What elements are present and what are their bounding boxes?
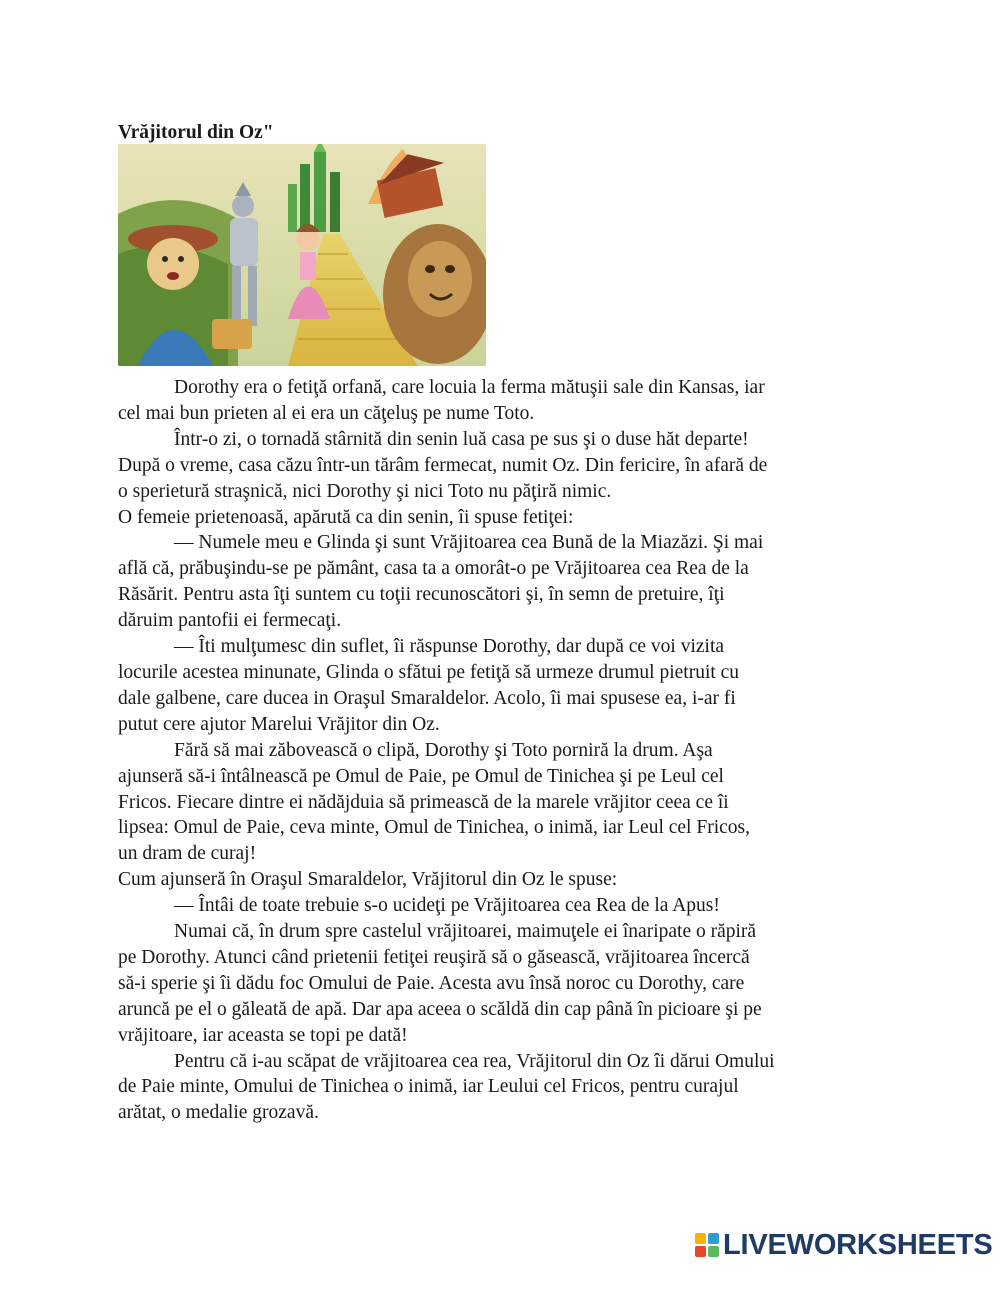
- story-line: Dorothy era o fetiţă orfană, care locuia la ferma mătuşii sale din Kansas, iar: [174, 377, 765, 398]
- story-line: putut cere ajutor Marelui Vrăjitor din Oz.: [118, 713, 440, 735]
- logo-square: [708, 1233, 719, 1244]
- story-line: O femeie prietenoasă, apărută ca din senin, îi spuse fetiţei:: [118, 506, 574, 528]
- story-text: [118, 375, 898, 1126]
- story-line: Răsărit. Pentru asta îţi suntem cu toţii recunoscători şi, în semn de pretuire, îţi: [118, 584, 725, 606]
- story-line: aruncă pe el o găleată de apă. Dar apa aceea o scăldă din cap până în picioare şi pe: [118, 998, 762, 1020]
- story-line: ajunseră să-i întâlnească pe Omul de Paie, pe Omul de Tinichea şi pe Leul cel: [118, 765, 724, 787]
- story-line: lipsea: Omul de Paie, ceva minte, Omul de Tinichea, o inimă, iar Leul cel Fricos,: [118, 817, 750, 839]
- story-line: Fără să mai zăbovească o clipă, Dorothy şi Toto porniră la drum. Aşa: [174, 739, 713, 761]
- story-illustration: [118, 144, 486, 366]
- story-line: dăruim pantofii ei fermecaţi.: [118, 610, 342, 632]
- story-line: află că, prăbuşindu-se pe pământ, casa ta a omorât-o pe Vrăjitoarea cea Rea de la: [118, 558, 749, 580]
- logo-text: LIVEWORKSHEETS: [723, 1228, 993, 1261]
- logo-square: [708, 1246, 719, 1257]
- story-line: locurile acestea minunate, Glinda o sfătui pe fetiţă să urmeze drumul pietruit cu: [118, 661, 740, 683]
- story-line: cel mai bun prieten al ei era un căţeluş pe nume Toto.: [118, 402, 535, 424]
- story-line: un dram de curaj!: [118, 843, 257, 865]
- story-line: — Întâi de toate trebuie s-o ucideţi pe Vrăjitoarea cea Rea de la Apus!: [174, 895, 720, 917]
- story-line: dale galbene, care ducea in Oraşul Smaraldelor. Acolo, îi mai spusese ea, i-ar fi: [118, 687, 736, 709]
- story-line: să-i sperie şi îi dădu foc Omului de Paie. Acesta avu însă noroc cu Dorothy, care: [118, 972, 745, 994]
- story-line: — Numele meu e Glinda şi sunt Vrăjitoarea cea Bună de la Miazăzi. Şi mai: [174, 532, 764, 554]
- logo-square: [695, 1233, 706, 1244]
- story-line: Cum ajunseră în Oraşul Smaraldelor, Vrăjitorul din Oz le spuse:: [118, 869, 618, 891]
- story-line: vrăjitoare, iar aceasta se topi pe dată!: [118, 1024, 408, 1046]
- story-line: — Îti mulţumesc din suflet, îi răspunse Dorothy, dar după ce voi vizita: [174, 636, 725, 658]
- story-line: Pentru că i-au scăpat de vrăjitoarea cea rea, Vrăjitorul din Oz îi dărui Omului: [174, 1050, 775, 1072]
- story-title: Vrăjitorul din Oz": [118, 122, 274, 143]
- story-line: Într-o zi, o tornadă stârnită din senin luă casa pe sus şi o duse hăt departe!: [174, 428, 749, 450]
- liveworksheets-logo: [695, 1227, 993, 1263]
- story-line: Fricos. Fiecare dintre ei nădăjduia să primească de la marele vrăjitor ceea ce îi: [118, 791, 729, 813]
- story-line: arătat, o medalie grozavă.: [118, 1102, 319, 1124]
- logo-squares-icon: [695, 1233, 719, 1257]
- story-line: o sperietură straşnică, nici Dorothy şi nici Toto nu păţiră nimic.: [118, 480, 612, 502]
- story-line: După o vreme, casa căzu într-un tărâm fermecat, numit Oz. Din fericire, în afară de: [118, 454, 768, 476]
- logo-square: [695, 1246, 706, 1257]
- story-line: de Paie minte, Omului de Tinichea o inimă, iar Leului cel Fricos, pentru curajul: [118, 1076, 739, 1098]
- story-line: pe Dorothy. Atunci când prietenii fetiţei reuşiră să o găsească, vrăjitoarea încercă: [118, 946, 750, 968]
- story-line: Numai că, în drum spre castelul vrăjitoarei, maimuţele ei înaripate o răpiră: [174, 921, 757, 943]
